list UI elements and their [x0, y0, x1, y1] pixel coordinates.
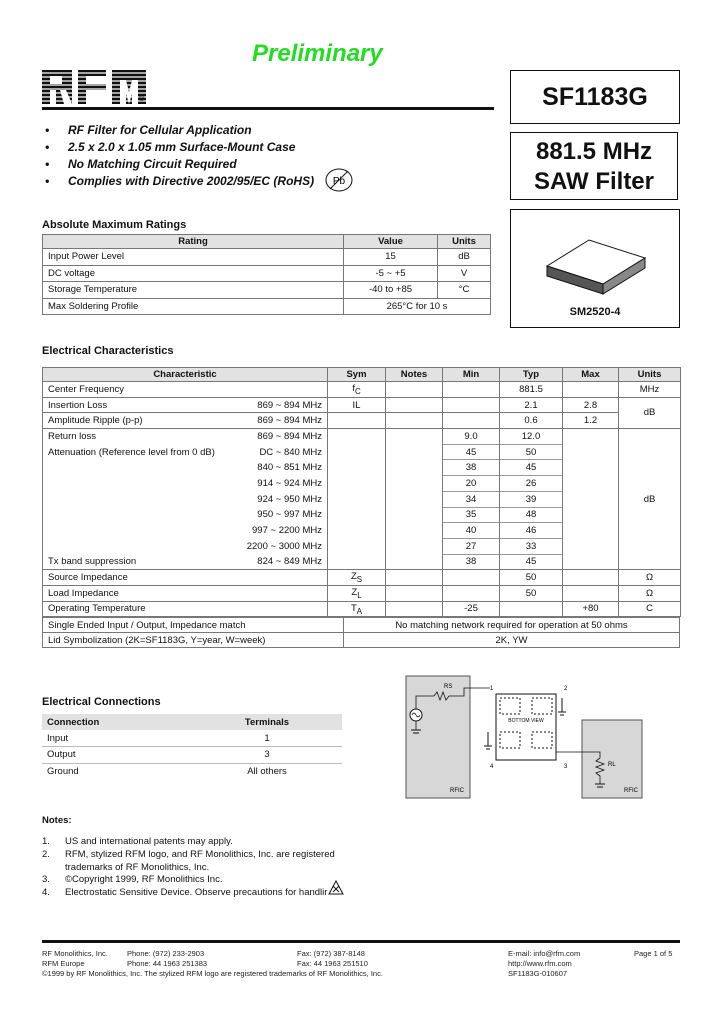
table-cell: 1.2: [563, 413, 619, 429]
col-header: Min: [443, 368, 500, 382]
rfic-right-label: RFIC: [624, 788, 638, 794]
table-cell: 12.0: [500, 429, 563, 445]
feature-bullet: •: [45, 140, 50, 154]
connections-title: Electrical Connections: [42, 696, 161, 708]
table-cell: MHz: [619, 382, 681, 398]
table-cell: 914 ~ 924 MHz: [183, 476, 328, 492]
pin-label: 3: [564, 764, 568, 770]
table-row: [43, 491, 681, 507]
table-row: [43, 282, 491, 299]
table-cell: DC ~ 840 MHz: [183, 444, 328, 460]
table-cell: 881.5: [500, 382, 563, 398]
table-cell: -5 ~ +5: [344, 265, 438, 282]
note-item: 1. US and international patents may apply.: [42, 836, 233, 847]
table-cell: DC voltage: [43, 265, 344, 282]
table-cell: Ω: [619, 570, 681, 586]
footer-company1: RF Monolithics, Inc.: [42, 949, 108, 958]
footer-email: E-mail: info@rfm.com: [508, 949, 581, 958]
table-cell: Amplitude Ripple (p-p): [43, 413, 183, 429]
table-cell: -40 to +85: [344, 282, 438, 299]
table-cell: °C: [438, 282, 491, 299]
table-row: [43, 618, 680, 633]
connection-diagram: [404, 672, 644, 802]
footer-rule: [42, 940, 680, 943]
rl-label: RL: [608, 762, 616, 768]
table-cell: $Z_L$: [328, 585, 386, 601]
table-cell: 9.0: [443, 429, 500, 445]
elec-char-table: [42, 367, 681, 617]
table-cell: All others: [247, 766, 287, 777]
footer-company2: RFM Europe: [42, 959, 85, 968]
rfm-logo: [42, 70, 150, 108]
misc-table: [42, 617, 680, 648]
table-cell: 3: [264, 749, 270, 761]
table-row: [43, 554, 681, 570]
table-cell: Insertion Loss: [43, 397, 183, 413]
col-header: Characteristic: [43, 368, 328, 382]
footer-phone2: Phone: 44 1963 251383: [127, 959, 208, 968]
table-cell: 33: [500, 538, 563, 554]
table-cell: Source Impedance: [43, 570, 328, 586]
table-row: [43, 460, 681, 476]
col-header: Rating: [43, 235, 344, 249]
feature-text: 2.5 x 2.0 x 1.05 mm Surface-Mount Case: [68, 140, 296, 154]
table-cell: Load Impedance: [43, 585, 328, 601]
table-cell: 2K, YW: [344, 633, 680, 648]
feature-text: No Matching Circuit Required: [68, 157, 237, 171]
table-row: [43, 265, 491, 282]
table-cell: Ground: [47, 766, 79, 777]
table-cell: 38: [443, 554, 500, 570]
table-row: [43, 298, 491, 315]
table-cell: IL: [328, 397, 386, 413]
table-cell: Ω: [619, 585, 681, 601]
table-cell: C: [619, 601, 681, 617]
table-row: [43, 507, 681, 523]
table-row: [43, 429, 681, 445]
table-cell: 50: [500, 570, 563, 586]
pb-free-icon: [324, 167, 354, 193]
table-cell: Input: [47, 732, 69, 744]
notes-title: Notes:: [42, 815, 72, 826]
table-cell: $f_C$: [328, 382, 386, 398]
abs-max-table: [42, 234, 491, 315]
table-row: [43, 570, 681, 586]
feature-text: RF Filter for Cellular Application: [68, 123, 252, 137]
col-header: Units: [438, 235, 491, 249]
feature-bullet: •: [45, 174, 50, 188]
table-cell: Tx band suppression: [43, 554, 183, 570]
part-number-box: [510, 70, 680, 124]
table-row: [43, 633, 680, 648]
table-cell: 50: [500, 585, 563, 601]
table-row: [43, 523, 681, 539]
table-cell: 2200 ~ 3000 MHz: [183, 538, 328, 554]
header-rule: [42, 107, 494, 110]
col-header: Notes: [386, 368, 443, 382]
table-cell: 45: [500, 554, 563, 570]
col-header: Connection: [47, 716, 100, 728]
table-cell: Storage Temperature: [43, 282, 344, 299]
table-cell: 2.1: [500, 397, 563, 413]
package-drawing-icon: [541, 232, 651, 298]
note-item: 2. RFM, stylized RFM logo, and RF Monolithics, Inc. are registered trademarks of RF Monolithics, Inc.: [42, 848, 335, 873]
footer-phone1: Phone: (972) 233-2903: [127, 949, 205, 958]
table-cell: dB: [619, 397, 681, 428]
table-cell: 39: [500, 491, 563, 507]
footer-fax1: Fax: (972) 387-8148: [297, 949, 365, 958]
table-cell: 50: [500, 444, 563, 460]
rs-label: RS: [444, 684, 453, 690]
table-cell: 0.6: [500, 413, 563, 429]
feature-item: [42, 139, 314, 156]
table-row: [42, 747, 342, 764]
table-row: [43, 538, 681, 554]
table-cell: 20: [443, 476, 500, 492]
rfic-left-label: RFIC: [450, 788, 464, 794]
table-cell: 840 ~ 851 MHz: [183, 460, 328, 476]
table-cell: Max Soldering Profile: [43, 298, 344, 315]
frequency-box: [510, 132, 678, 200]
package-name: SM2520-4: [569, 306, 621, 318]
bottom-view-label: BOTTOM VIEW: [508, 718, 544, 724]
preliminary-label: Preliminary: [252, 40, 383, 67]
table-cell: $Z_S$: [328, 570, 386, 586]
registered-mark: ®: [139, 96, 145, 103]
col-header: Terminals: [244, 716, 290, 728]
table-cell: V: [438, 265, 491, 282]
table-cell: 2.8: [563, 397, 619, 413]
feature-list: [42, 122, 314, 190]
col-header: Units: [619, 368, 681, 382]
table-cell: 869 ~ 894 MHz: [183, 413, 328, 429]
pb-mark: Pb: [332, 176, 346, 187]
feature-item: [42, 173, 314, 190]
table-row: [43, 444, 681, 460]
table-cell: 45: [443, 444, 500, 460]
pin-label: 4: [490, 764, 494, 770]
table-row: [42, 730, 342, 747]
footer-copyright: ©1999 by RF Monolithics, Inc. The stylized RFM logo are registered trademarks of RF Monolithics, Inc.: [42, 969, 383, 978]
notes-section: [42, 815, 362, 900]
table-cell: 824 ~ 849 MHz: [183, 554, 328, 570]
note-item: 3. ©Copyright 1999, RF Monolithics Inc.: [42, 874, 223, 886]
col-header: Max: [563, 368, 619, 382]
package-box: [510, 209, 680, 328]
table-cell: Operating Temperature: [43, 601, 328, 617]
col-header: Sym: [328, 368, 386, 382]
table-row: [43, 585, 681, 601]
table-cell: Output: [47, 749, 76, 761]
table-row: [42, 763, 342, 780]
table-cell: 869 ~ 894 MHz: [183, 397, 328, 413]
esd-warning-icon: [328, 880, 344, 896]
feature-bullet: •: [45, 123, 50, 137]
table-row: [43, 382, 681, 398]
table-cell: 38: [443, 460, 500, 476]
table-row: [43, 397, 681, 413]
table-cell: Input Power Level: [43, 249, 344, 266]
table-cell: 924 ~ 950 MHz: [183, 491, 328, 507]
abs-max-title: Absolute Maximum Ratings: [42, 219, 187, 231]
pin-label: 2: [564, 686, 568, 692]
feature-text: Complies with Directive 2002/95/EC (RoHS): [68, 174, 315, 188]
footer-fax2: Fax: 44 1963 251510: [297, 959, 368, 968]
table-cell: No matching network required for operation at 50 ohms: [344, 618, 680, 633]
table-cell: 15: [344, 249, 438, 266]
table-cell: 1: [264, 732, 270, 744]
frequency: 881.5 MHz: [535, 138, 653, 165]
col-header: Typ: [500, 368, 563, 382]
table-cell: 48: [500, 507, 563, 523]
footer-url: http://www.rfm.com: [508, 959, 572, 968]
table-cell: $T_A$: [328, 601, 386, 617]
feature-item: [42, 156, 314, 173]
table-cell: 45: [500, 460, 563, 476]
col-header: Value: [344, 235, 438, 249]
table-cell: 869 ~ 894 MHz: [183, 429, 328, 445]
table-cell: 950 ~ 997 MHz: [183, 507, 328, 523]
table-cell: 40: [443, 523, 500, 539]
note-item: 4. Electrostatic Sensitive Device. Observe precautions for handlir: [42, 887, 328, 899]
table-cell: dB: [438, 249, 491, 266]
table-cell: 46: [500, 523, 563, 539]
table-row: [43, 413, 681, 429]
product-type: SAW Filter: [533, 168, 654, 195]
table-cell: 35: [443, 507, 500, 523]
connections-table: [42, 714, 342, 780]
table-cell: 265°C for 10 s: [344, 298, 491, 315]
feature-bullet: •: [45, 157, 50, 171]
table-cell: 997 ~ 2200 MHz: [183, 523, 328, 539]
table-cell: Center Frequency: [43, 382, 328, 398]
feature-item: [42, 122, 314, 139]
table-cell: +80: [563, 601, 619, 617]
footer-page: Page 1 of 5: [634, 949, 673, 958]
table-cell: 26: [500, 476, 563, 492]
pin-label: 1: [490, 686, 494, 692]
table-cell: dB: [619, 429, 681, 570]
table-cell: -25: [443, 601, 500, 617]
table-cell: Single Ended Input / Output, Impedance match: [43, 618, 344, 633]
table-row: [43, 601, 681, 617]
table-row: [43, 249, 491, 266]
footer-doc-id: SF1183G-010607: [508, 969, 568, 978]
table-cell: 34: [443, 491, 500, 507]
table-cell: 27: [443, 538, 500, 554]
table-cell: Lid Symbolization (2K=SF1183G, Y=year, W=week): [43, 633, 344, 648]
part-number: SF1183G: [542, 82, 648, 111]
table-cell: Attenuation (Reference level from 0 dB): [43, 444, 183, 460]
table-cell: Return loss: [43, 429, 183, 445]
table-row: [43, 476, 681, 492]
elec-char-title: Electrical Characteristics: [42, 345, 174, 357]
